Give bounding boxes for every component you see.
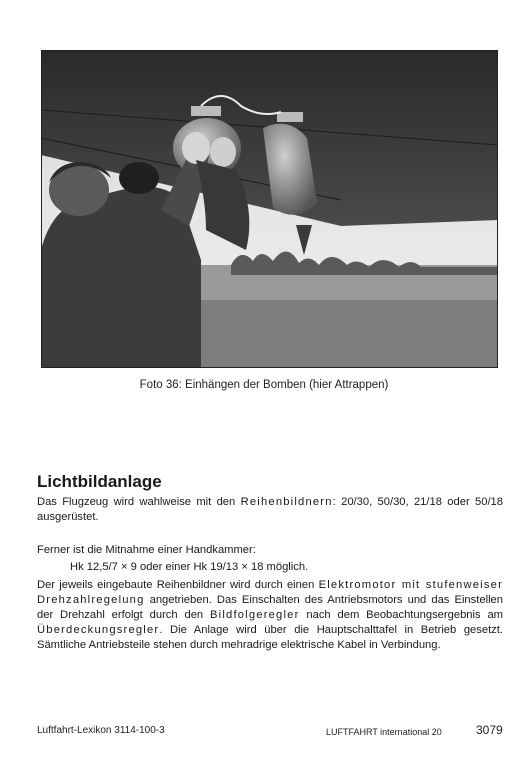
paragraph-handcamera-spec: Hk 12,5/7 × 9 oder einer Hk 19/13 × 18 möglich. <box>70 561 309 573</box>
photo-illustration <box>41 50 498 368</box>
text-run: Das Flugzeug wird wahlweise mit den <box>37 496 241 508</box>
text-run-spaced: Überdeckungsregler <box>37 624 160 636</box>
text-run: angetrieben. Das Einschalten des Antriebsmotors und das Einstellen der Drehzahl erfolgt durch den <box>37 594 503 621</box>
paragraph-drive <box>37 578 503 653</box>
photo-caption: Foto 36: Einhängen der Bomben (hier Attrappen) <box>139 379 389 391</box>
text-run-spaced: Reihenbildnern <box>240 496 333 508</box>
footer-series: LUFTFAHRT international 20 <box>326 727 442 737</box>
page-number: 3079 <box>476 723 503 737</box>
text-run: nach dem Beobachtungsergebnis am <box>299 609 503 621</box>
text-run: . Die Anlage wird über die Hauptschalttafel in Betrieb gesetzt. Sämtliche Antriebsteile stehen durch mehradrige elektrische Kabel in Verbindung. <box>37 624 503 651</box>
paragraph-handcamera: Ferner ist die Mitnahme einer Handkammer: <box>37 544 256 556</box>
paragraph-cameras <box>37 495 503 525</box>
text-run-spaced: Bildfolgeregler <box>210 609 300 621</box>
photo-bomb-loading <box>41 50 498 368</box>
text-run: : 20/30, 50/30, 21/18 oder 50/18 ausgerüstet. <box>37 496 503 523</box>
footer-publication: Luftfahrt-Lexikon 3114-100-3 <box>37 725 165 736</box>
text-run: Der jeweils eingebaute Reihenbildner wird durch einen <box>37 579 319 591</box>
section-heading: Lichtbildanlage <box>37 472 162 491</box>
text-run-spaced: Elektromotor mit stufenweiser Drehzahlregelung <box>37 579 503 606</box>
